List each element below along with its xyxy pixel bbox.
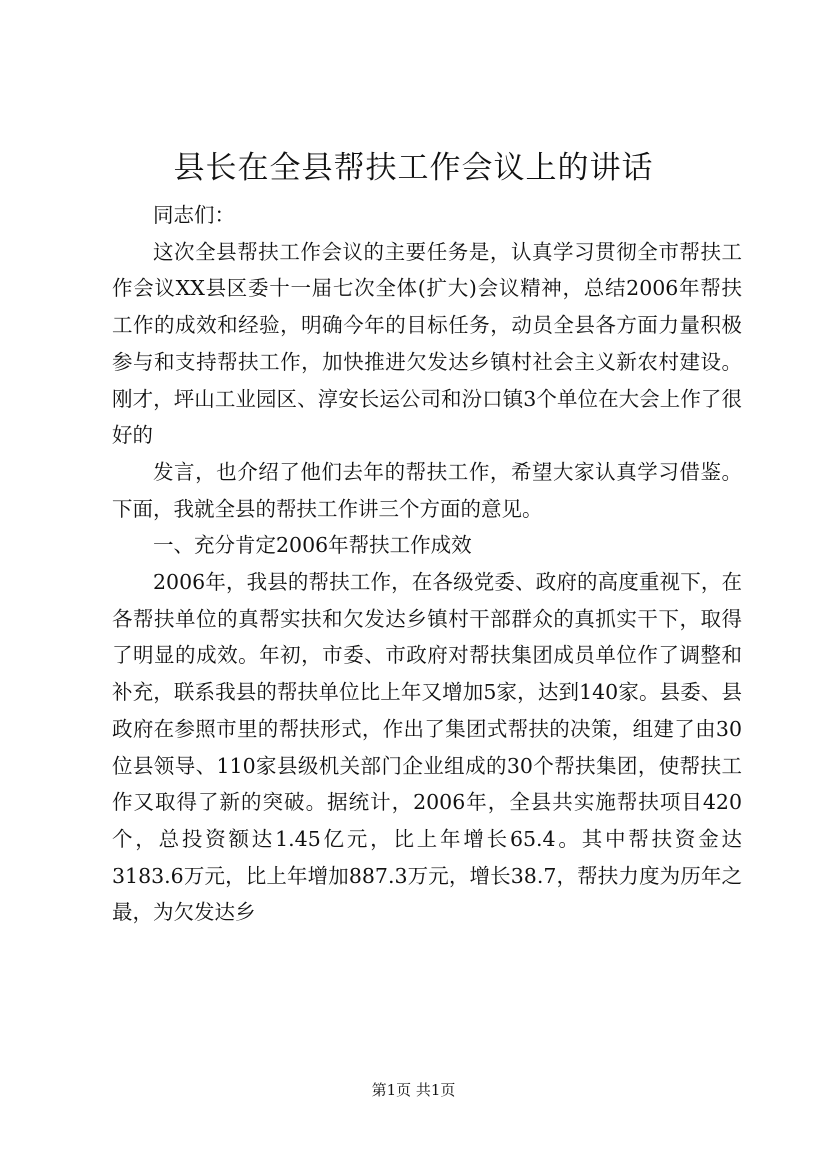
section-heading: 一、充分肯定2006年帮扶工作成效 — [153, 533, 472, 558]
paragraph-intro-continued: 发言，也介绍了他们去年的帮扶工作，希望大家认真学习借鉴。下面，我就全县的帮扶工作讲三个方面的意见。 — [112, 459, 742, 521]
paragraph-greeting: 同志们： — [153, 203, 235, 227]
paragraph-achievements: 2006年，我县的帮扶工作，在各级党委、政府的高度重视下，在各帮扶单位的真帮实扶和欠发达乡镇村干部群众的真抓实干下，取得了明显的成效。年初，市委、市政府对帮扶集团成员单位作了调整和补充，联系我县的帮扶单位比上年又增加5家，达到140家。县委、县政府在参照市里的帮扶形式，作出了集团式帮扶的决策，组建了由30位县领导、110家县级机关部门企业组成的30个帮扶集团，使帮扶工作又取得了新的突破。据统计，2006年，全县共实施帮扶项目420个，总投资额达1.45亿元，比上年增长65.4。其中帮扶资金达3183.6万元，比上年增加887.3万元，增长38.7，帮扶力度为历年之最，为欠发达乡 — [112, 570, 742, 925]
page-footer: 第1页 共1页 — [371, 1081, 456, 1099]
paragraph-intro: 这次全县帮扶工作会议的主要任务是，认真学习贯彻全市帮扶工作会议XX县区委十一届七次全体(扩大)会议精神，总结2006年帮扶工作的成效和经验，明确今年的目标任务，动员全县各方面力量积极参与和支持帮扶工作，加快推进欠发达乡镇村社会主义新农村建设。刚才，坪山工业园区、淳安长运公司和汾口镇3个单位在大会上作了很好的 — [112, 239, 742, 448]
document-title: 县长在全县帮扶工作会议上的讲话 — [173, 150, 654, 186]
document-body — [112, 197, 742, 931]
